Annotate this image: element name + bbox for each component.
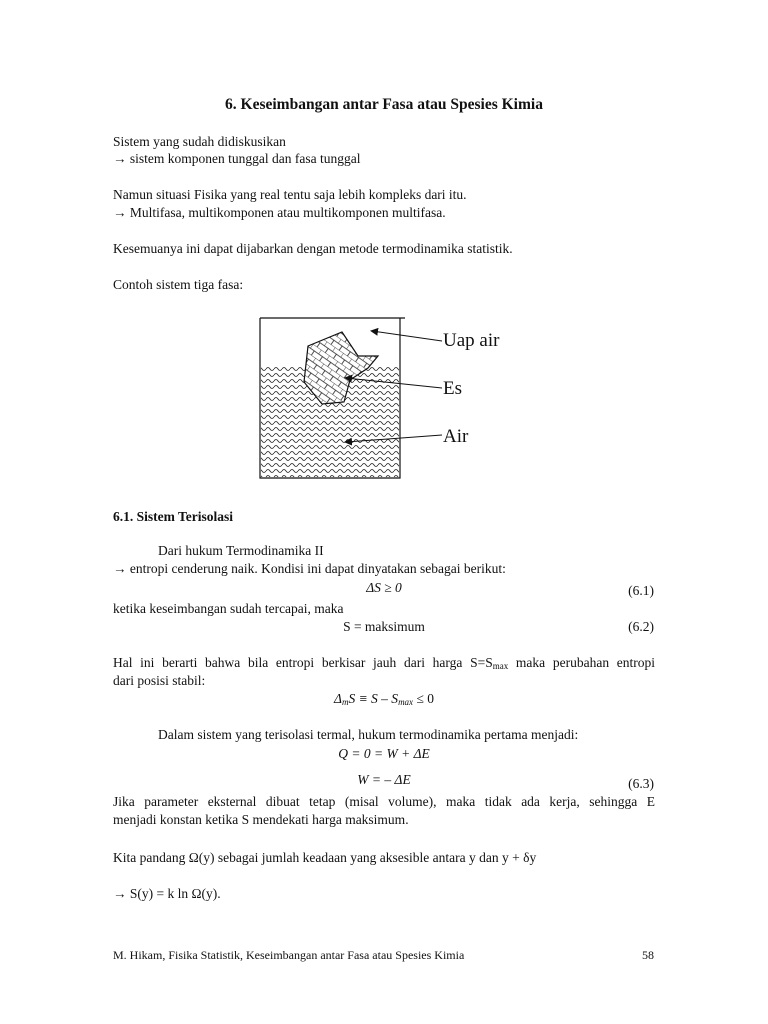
- label-ice: Es: [443, 378, 462, 399]
- paragraph-2: → entropi cenderung naik. Kondisi ini dapat dinyatakan sebagai berikut:: [113, 561, 506, 576]
- page-title: 6. Keseimbangan antar Fasa atau Spesies Kimia: [225, 96, 543, 113]
- paragraph-7: Kita pandang Ω(y) sebagai jumlah keadaan yang aksesible antara y dan y + δy: [113, 850, 537, 865]
- label-vapor: Uap air: [443, 330, 500, 351]
- intro-line-5: Kesemuanya ini dapat dijabarkan dengan metode termodinamika statistik.: [113, 241, 513, 256]
- paragraph-5: Dalam sistem yang terisolasi termal, hukum termodinamika pertama menjadi:: [158, 727, 579, 742]
- equation-6-1: ΔS ≥ 0: [366, 580, 402, 595]
- equation-6-2: S = maksimum: [343, 619, 425, 634]
- intro-line-1: Sistem yang sudah didiskusikan: [113, 134, 286, 149]
- equation-6-2-number: (6.2): [628, 619, 654, 634]
- paragraph-4-continued: dari posisi stabil:: [113, 673, 206, 688]
- paragraph-3: ketika keseimbangan sudah tercapai, maka: [113, 601, 344, 616]
- equation-6-3: W = – ΔE: [357, 772, 411, 787]
- paragraph-6: Jika parameter eksternal dibuat tetap (misal volume), maka tidak ada kerja, sehingga E: [113, 794, 655, 809]
- footer-citation: M. Hikam, Fisika Statistik, Keseimbangan antar Fasa atau Spesies Kimia: [113, 948, 465, 962]
- intro-line-3: Namun situasi Fisika yang real tentu saja lebih kompleks dari itu.: [113, 187, 467, 202]
- equation-entropy-change: $\Delta_mS \equiv S - S_{max} \le 0$: [334, 691, 434, 707]
- equation-6-3-number: (6.3): [628, 776, 654, 791]
- paragraph-4: Hal ini berarti bahwa bila entropi berkisar jauh dari harga $S=S_{max}$ maka perubahan entropi: [113, 655, 655, 671]
- equation-first-law: Q = 0 = W + ΔE: [338, 746, 430, 761]
- paragraph-1: Dari hukum Termodinamika II: [158, 543, 324, 558]
- label-water: Air: [443, 426, 469, 447]
- intro-line-4: → Multifasa, multikomponen atau multikomponen multifasa.: [113, 205, 446, 220]
- paragraph-6-continued: menjadi konstan ketika S mendekati harga maksimum.: [113, 812, 409, 827]
- equation-6-1-number: (6.1): [628, 583, 654, 598]
- page-number: 58: [642, 948, 654, 962]
- intro-line-6: Contoh sistem tiga fasa:: [113, 277, 244, 292]
- section-heading: 6.1. Sistem Terisolasi: [113, 509, 234, 524]
- intro-line-2: → sistem komponen tunggal dan fasa tunggal: [113, 151, 361, 166]
- paragraph-8: → S(y) = k ln Ω(y).: [113, 886, 221, 901]
